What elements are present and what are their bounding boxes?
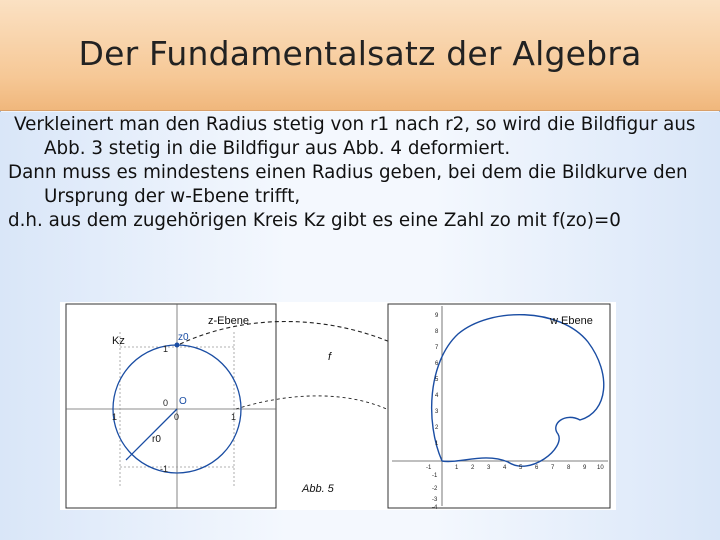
panel-title-w: w Ebene — [550, 315, 593, 327]
w-x-tick: 5 — [519, 465, 523, 471]
tick-y-bottom: -1 — [160, 464, 169, 474]
label-r0: r0 — [152, 434, 161, 445]
w-x-tick: 6 — [535, 465, 539, 471]
w-x-tick: 3 — [487, 465, 491, 471]
tick-x-origin: 0 — [174, 412, 180, 422]
w-x-tick: 1 — [455, 465, 459, 471]
label-origin: O — [179, 396, 187, 407]
label-z0: z0 — [178, 332, 189, 343]
body-text — [8, 113, 716, 233]
tick-x-left: 1 — [112, 412, 118, 422]
w-x-tick: -1 — [426, 465, 432, 471]
w-y-tick: 6 — [435, 361, 439, 367]
w-plane-panel — [388, 304, 610, 510]
w-y-tick: 4 — [435, 393, 439, 399]
w-y-tick: 8 — [435, 329, 439, 335]
w-x-tick: 4 — [503, 465, 507, 471]
slide-title: Der Fundamentalsatz der Algebra — [78, 34, 642, 73]
label-f: f — [328, 351, 332, 363]
w-x-tick: 10 — [597, 465, 604, 471]
paragraph-3: d.h. aus dem zugehörigen Kreis Kz gibt es eine Zahl zo mit f(zo)=0 — [8, 210, 621, 231]
panel-title-z: z-Ebene — [208, 315, 249, 327]
figure-abb5 — [60, 302, 616, 510]
z-plane-panel — [66, 304, 335, 508]
paragraph-2: Dann muss es mindestens einen Radius geben, bei dem die Bildkurve den Ursprung der w-Ebene trifft, — [8, 162, 688, 207]
w-y-tick: -4 — [432, 505, 438, 510]
w-x-tick: 9 — [583, 465, 587, 471]
label-kz: Kz — [112, 335, 125, 347]
w-x-tick: 2 — [471, 465, 475, 471]
w-y-tick: 7 — [435, 345, 439, 351]
w-y-tick: 1 — [435, 441, 439, 447]
w-x-tick: 8 — [567, 465, 571, 471]
w-y-tick: -2 — [432, 486, 438, 492]
w-x-tick: 7 — [551, 465, 555, 471]
w-y-tick: 9 — [435, 313, 439, 319]
w-y-tick: -3 — [432, 497, 438, 503]
tick-y-top: 1 — [163, 344, 169, 354]
w-y-tick: 3 — [435, 409, 439, 415]
tick-x-right: 1 — [231, 412, 237, 422]
paragraph-1: Verkleinert man den Radius stetig von r1 nach r2, so wird die Bildfigur aus Abb. 3 stetig in die Bildfigur aus Abb. 4 deformiert. — [14, 114, 696, 159]
tick-y-origin: 0 — [163, 398, 169, 408]
w-y-tick: 2 — [435, 425, 439, 431]
w-y-tick: 5 — [435, 377, 439, 383]
point-z0 — [175, 343, 180, 348]
title-bar — [0, 0, 720, 111]
caption: Abb. 5 — [302, 483, 334, 495]
w-y-tick: -1 — [432, 473, 438, 479]
